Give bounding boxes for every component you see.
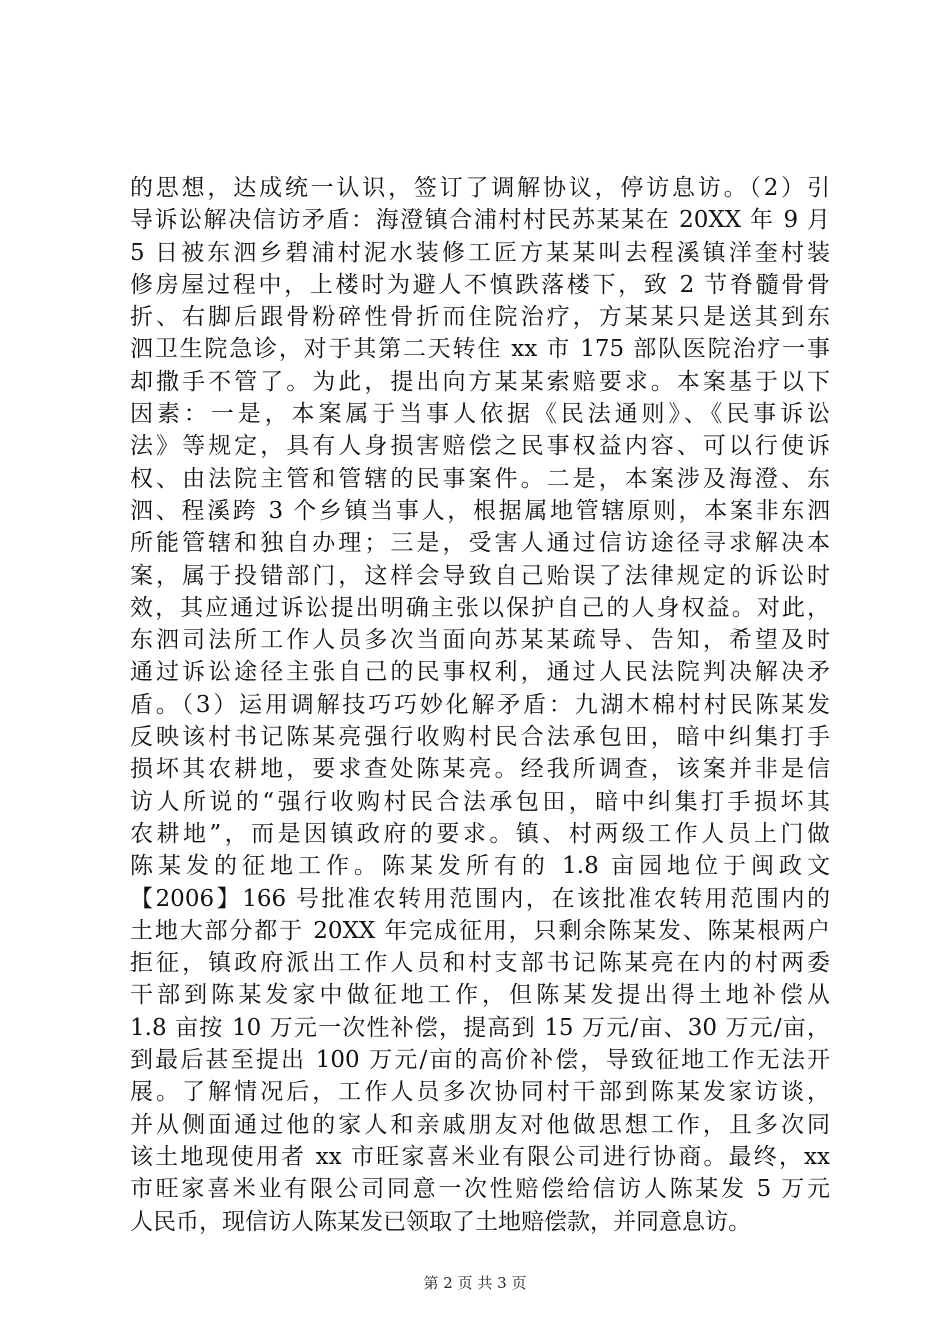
text-line: 修房屋过程中，上楼时为避人不慎跌落楼下，致 2 节脊髓骨骨 — [130, 271, 830, 298]
text-line: 展。了解情况后，工作人员多次协同村干部到陈某发家访谈， — [130, 1079, 830, 1106]
text-line: 效，其应通过诉讼提出明确主张以保护自己的人身权益。对此， — [130, 594, 830, 621]
text-line: 市旺家喜米业有限公司同意一次性赔偿给信访人陈某发 5 万元 — [130, 1176, 830, 1203]
text-line: 5 日被东泗乡碧浦村泥水装修工匠方某某叫去程溪镇洋奎村装 — [130, 239, 830, 266]
body-paragraph — [130, 172, 830, 1238]
text-line: 泗卫生院急诊，对于其第二天转住 xx 市 175 部队医院治疗一事 — [130, 336, 830, 363]
text-line: 泗、程溪跨 3 个乡镇当事人，根据属地管辖原则，本案非东泗 — [130, 497, 830, 524]
text-line: 1.8 亩按 10 万元一次性补偿，提高到 15 万元/亩、30 万元/亩， — [130, 1014, 830, 1041]
text-line: 通过诉讼途径主张自己的民事权利，通过人民法院判决解决矛 — [130, 659, 830, 686]
text-line: 法》等规定，具有人身损害赔偿之民事权益内容、可以行使诉 — [130, 433, 830, 460]
text-line: 折、右脚后跟骨粉碎性骨折而住院治疗，方某某只是送其到东 — [130, 304, 830, 331]
text-line: 农耕地”，而是因镇政府的要求。镇、村两级工作人员上门做 — [130, 820, 830, 847]
text-line: 所能管辖和独自办理；三是，受害人通过信访途径寻求解决本 — [130, 530, 830, 557]
text-line: 权、由法院主管和管辖的民事案件。二是，本案涉及海澄、东 — [130, 465, 830, 492]
text-line: 反映该村书记陈某亮强行收购村民合法承包田，暗中纠集打手 — [130, 724, 830, 751]
page-footer: 第 2 页 共 3 页 — [423, 1274, 527, 1292]
text-line: 因素：一是，本案属于当事人依据《民法通则》、《民事诉讼 — [130, 401, 830, 428]
text-line: 到最后甚至提出 100 万元/亩的高价补偿，导致征地工作无法开 — [130, 1047, 830, 1074]
text-line: 干部到陈某发家中做征地工作，但陈某发提出得土地补偿从 — [130, 982, 830, 1009]
text-line: 访人所说的“强行收购村民合法承包田，暗中纠集打手损坏其 — [130, 788, 830, 815]
text-line: 【2006】166 号批准农转用范围内，在该批准农转用范围内的 — [130, 885, 830, 912]
text-line: 土地大部分都于 20XX 年完成征用，只剩余陈某发、陈某根两户 — [130, 917, 830, 944]
text-line: 并从侧面通过他的家人和亲戚朋友对他做思想工作，且多次同 — [130, 1111, 830, 1138]
text-line: 盾。（3）运用调解技巧巧妙化解矛盾：九湖木棉村村民陈某发 — [130, 691, 830, 718]
text-line: 陈某发的征地工作。陈某发所有的 1.8 亩园地位于闽政文 — [130, 853, 830, 880]
text-line: 案，属于投错部门，这样会导致自己贻误了法律规定的诉讼时 — [130, 562, 830, 589]
text-line: 的思想，达成统一认识，签订了调解协议，停访息访。（2）引 — [130, 175, 830, 201]
text-line: 导诉讼解决信访矛盾：海澄镇合浦村村民苏某某在 20XX 年 9 月 — [130, 207, 830, 234]
text-line: 拒征，镇政府派出工作人员和村支部书记陈某亮在内的村两委 — [130, 950, 830, 977]
text-line: 该土地现使用者 xx 市旺家喜米业有限公司进行协商。最终，xx — [130, 1143, 830, 1170]
text-line: 人民币，现信访人陈某发已领取了土地赔偿款，并同意息访。 — [130, 1208, 751, 1235]
text-line: 却撒手不管了。为此，提出向方某某索赔要求。本案基于以下 — [130, 368, 830, 395]
text-line: 损坏其农耕地，要求查处陈某亮。经我所调查，该案并非是信 — [130, 756, 830, 783]
text-line: 东泗司法所工作人员多次当面向苏某某疏导、告知，希望及时 — [130, 627, 830, 654]
